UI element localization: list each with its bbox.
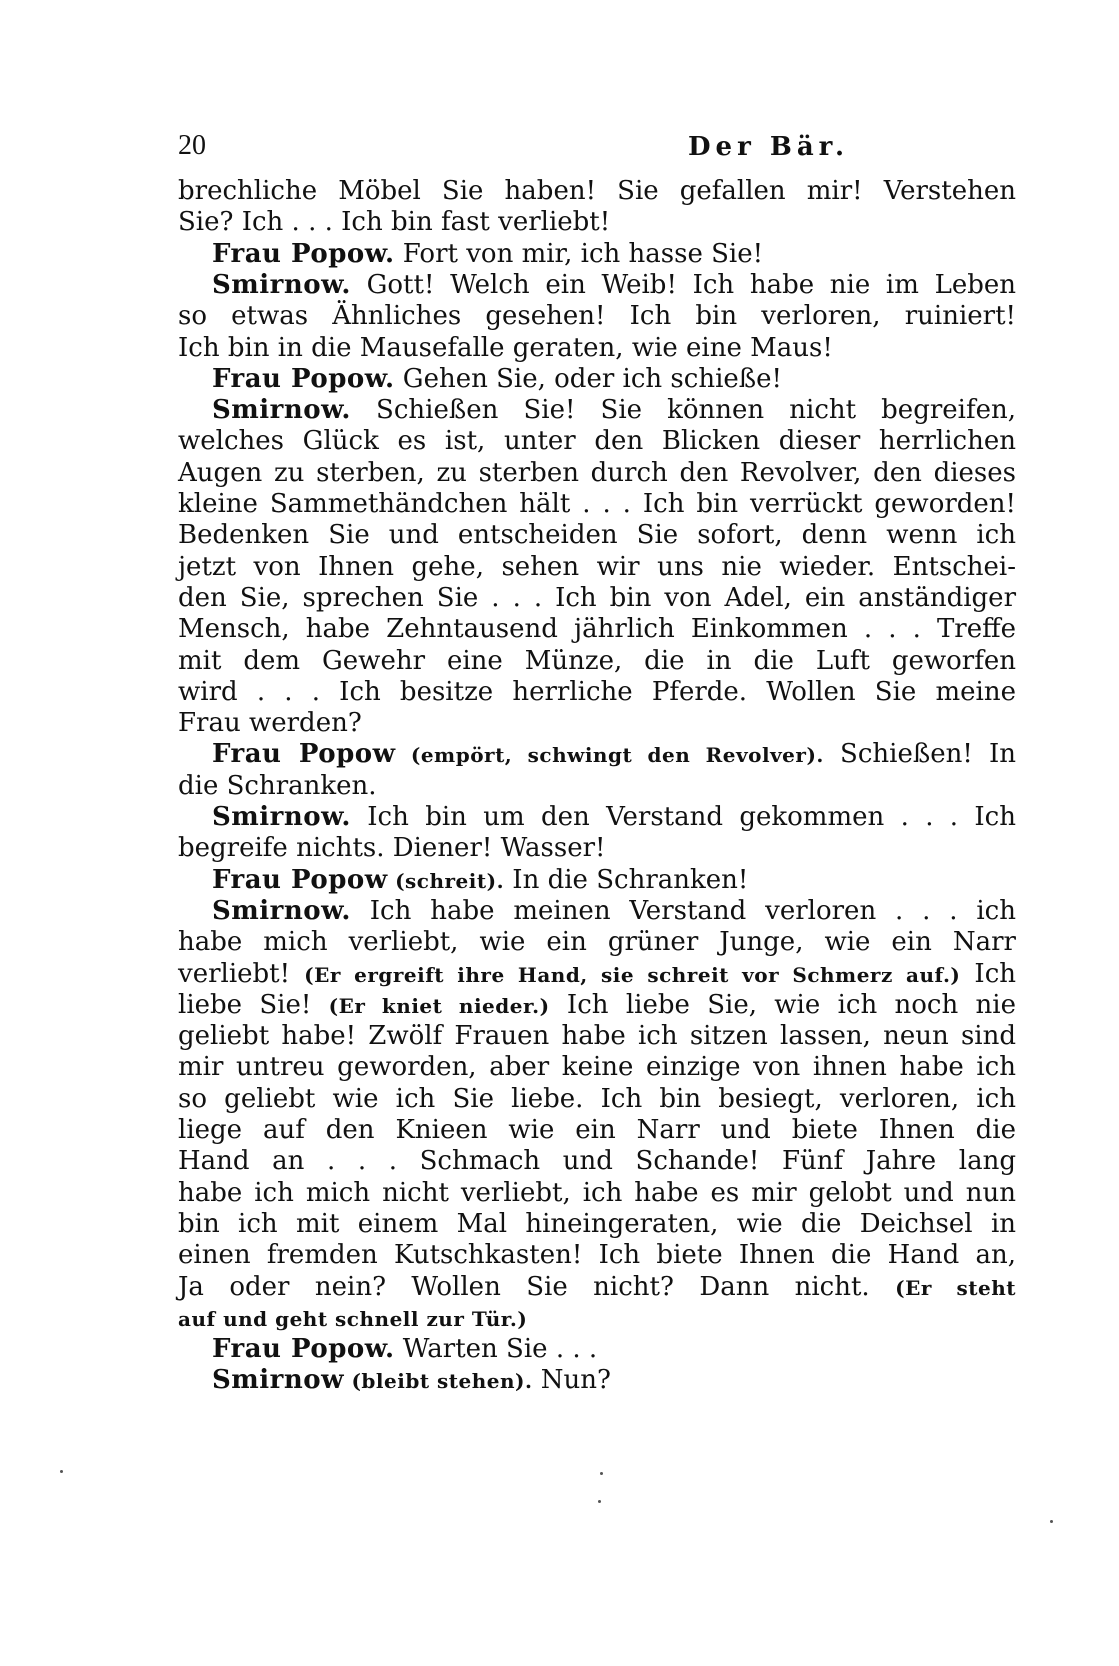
text-line — [178, 456, 1016, 490]
plain-text: so etwas Ähnliches gesehen! Ich bin verloren, ruiniert! — [178, 301, 1016, 331]
plain-text: Augen zu sterben, zu sterben durch den Revolver, den dieses — [178, 458, 1016, 488]
text-line — [178, 1113, 1016, 1147]
plain-text: brechliche Möbel Sie haben! Sie gefallen mir! Verstehen — [178, 176, 1016, 206]
speaker-name: Smirnow — [212, 1365, 344, 1395]
text-line — [178, 581, 1016, 615]
text-line — [212, 237, 1016, 271]
speaker-name: Frau Popow. — [212, 239, 395, 269]
plain-text: Ich bin um den Verstand gekommen . . . Ich — [350, 802, 1016, 832]
text-line — [178, 331, 1016, 365]
text-line — [212, 863, 1016, 897]
text-line — [178, 988, 1016, 1022]
plain-text: kleine Sammethändchen hält . . . Ich bin verrückt geworden! — [178, 489, 1016, 519]
print-speck — [598, 1500, 601, 1503]
text-line — [178, 957, 1016, 991]
text-line — [178, 675, 1016, 709]
plain-text: wird . . . Ich besitze herrliche Pferde. Wollen Sie meine — [178, 677, 1016, 707]
plain-text: Ich bin in die Mausefalle geraten, wie eine Maus! — [178, 333, 833, 363]
text-line — [212, 800, 1016, 834]
speaker-name: Frau Popow. — [212, 1334, 395, 1364]
plain-text: jetzt von Ihnen gehe, sehen wir uns nie wieder. Entschei- — [178, 552, 1016, 582]
plain-text: verliebt! — [178, 959, 305, 989]
stage-direction: auf und geht schnell zur Tür.) — [178, 1307, 528, 1331]
plain-text: Hand an . . . Schmach und Schande! Fünf Jahre lang — [178, 1146, 1016, 1176]
page-header — [178, 130, 1016, 170]
plain-text: liege auf den Knieen wie ein Narr und biete Ihnen die — [178, 1115, 1016, 1145]
text-line — [212, 1363, 1016, 1397]
plain-text: Mensch, habe Zehntausend jährlich Einkommen . . . Treffe — [178, 614, 1016, 644]
text-line — [178, 518, 1016, 552]
running-title: Der Bär. — [688, 132, 850, 162]
text-line — [178, 612, 1016, 646]
stage-direction: (Er kniet nieder.) — [328, 994, 550, 1018]
text-line — [178, 1238, 1016, 1272]
print-speck — [1050, 1520, 1053, 1523]
text-line — [178, 1019, 1016, 1053]
text-line — [178, 1050, 1016, 1084]
stage-direction: (bleibt stehen). — [344, 1369, 533, 1393]
plain-text: mir untreu geworden, aber keine einzige von ihnen habe ich — [178, 1052, 1016, 1082]
text-line — [178, 1301, 1016, 1335]
text-line — [178, 1082, 1016, 1116]
text-line — [178, 769, 1016, 803]
text-line — [178, 424, 1016, 458]
text-line — [178, 1270, 1016, 1304]
speaker-name: Smirnow. — [212, 395, 351, 425]
print-speck — [60, 1470, 63, 1473]
plain-text: Schießen Sie! Sie können nicht begreifen, — [350, 395, 1016, 425]
plain-text: Ich liebe Sie, wie ich noch nie — [549, 990, 1016, 1020]
plain-text: Ich habe meinen Verstand verloren . . . ich — [350, 896, 1016, 926]
plain-text: Warten Sie . . . — [394, 1334, 598, 1364]
text-line — [178, 1207, 1016, 1241]
plain-text: Ja oder nein? Wollen Sie nicht? Dann nicht. — [178, 1272, 896, 1302]
text-line — [178, 487, 1016, 521]
text-line — [178, 1144, 1016, 1178]
plain-text: In die Schranken! — [504, 865, 749, 895]
plain-text: bin ich mit einem Mal hineingeraten, wie die Deichsel in — [178, 1209, 1016, 1239]
plain-text: liebe Sie! — [178, 990, 329, 1020]
plain-text: Frau werden? — [178, 708, 362, 738]
speaker-name: Frau Popow — [212, 865, 388, 895]
text-line — [178, 174, 1016, 208]
plain-text: Sie? Ich . . . Ich bin fast verliebt! — [178, 207, 611, 237]
speaker-name: Frau Popow — [212, 739, 396, 769]
text-line — [178, 1176, 1016, 1210]
speaker-name: Frau Popow. — [212, 364, 395, 394]
plain-text: die Schranken. — [178, 771, 377, 801]
text-line — [212, 268, 1016, 302]
page-number: 20 — [178, 130, 206, 161]
plain-text: mit dem Gewehr eine Münze, die in die Luft geworfen — [178, 646, 1016, 676]
plain-text: Ich — [960, 959, 1017, 989]
plain-text: welches Glück es ist, unter den Blicken dieser herrlichen — [178, 426, 1016, 456]
plain-text: so geliebt wie ich Sie liebe. Ich bin besiegt, verloren, ich — [178, 1084, 1016, 1114]
speaker-name: Smirnow. — [212, 270, 351, 300]
text-line — [212, 737, 1016, 771]
plain-text: den Sie, sprechen Sie . . . Ich bin von Adel, ein anständiger — [178, 583, 1016, 613]
text-line — [178, 831, 1016, 865]
stage-direction: (schreit). — [387, 869, 505, 893]
plain-text: Gott! Welch ein Weib! Ich habe nie im Leben — [350, 270, 1016, 300]
text-line — [178, 644, 1016, 678]
text-line — [212, 362, 1016, 396]
text-line — [178, 550, 1016, 584]
plain-text: Fort von mir, ich hasse Sie! — [394, 239, 764, 269]
stage-direction: (Er ergreift ihre Hand, sie schreit vor Schmerz auf.) — [304, 963, 961, 987]
stage-direction: (empört, schwingt den Revolver). — [395, 743, 824, 767]
plain-text: Gehen Sie, oder ich schieße! — [394, 364, 782, 394]
stage-direction: (Er steht — [895, 1276, 1016, 1300]
text-line — [178, 205, 1016, 239]
plain-text: Bedenken Sie und entscheiden Sie sofort, denn wenn ich — [178, 520, 1016, 550]
speaker-name: Smirnow. — [212, 802, 351, 832]
text-line — [212, 1332, 1016, 1366]
text-line — [212, 894, 1016, 928]
plain-text: Nun? — [532, 1365, 611, 1395]
plain-text: habe mich verliebt, wie ein grüner Junge, wie ein Narr — [178, 927, 1016, 957]
plain-text: einen fremden Kutschkasten! Ich biete Ihnen die Hand an, — [178, 1240, 1016, 1270]
plain-text: geliebt habe! Zwölf Frauen habe ich sitzen lassen, neun sind — [178, 1021, 1016, 1051]
print-speck — [600, 1472, 603, 1475]
plain-text: habe ich mich nicht verliebt, ich habe es mir gelobt und nun — [178, 1178, 1016, 1208]
text-line — [178, 925, 1016, 959]
text-line — [178, 299, 1016, 333]
plain-text: Schießen! In — [823, 739, 1016, 769]
text-line — [212, 393, 1016, 427]
text-line — [178, 706, 1016, 740]
plain-text: begreife nichts. Diener! Wasser! — [178, 833, 606, 863]
speaker-name: Smirnow. — [212, 896, 351, 926]
